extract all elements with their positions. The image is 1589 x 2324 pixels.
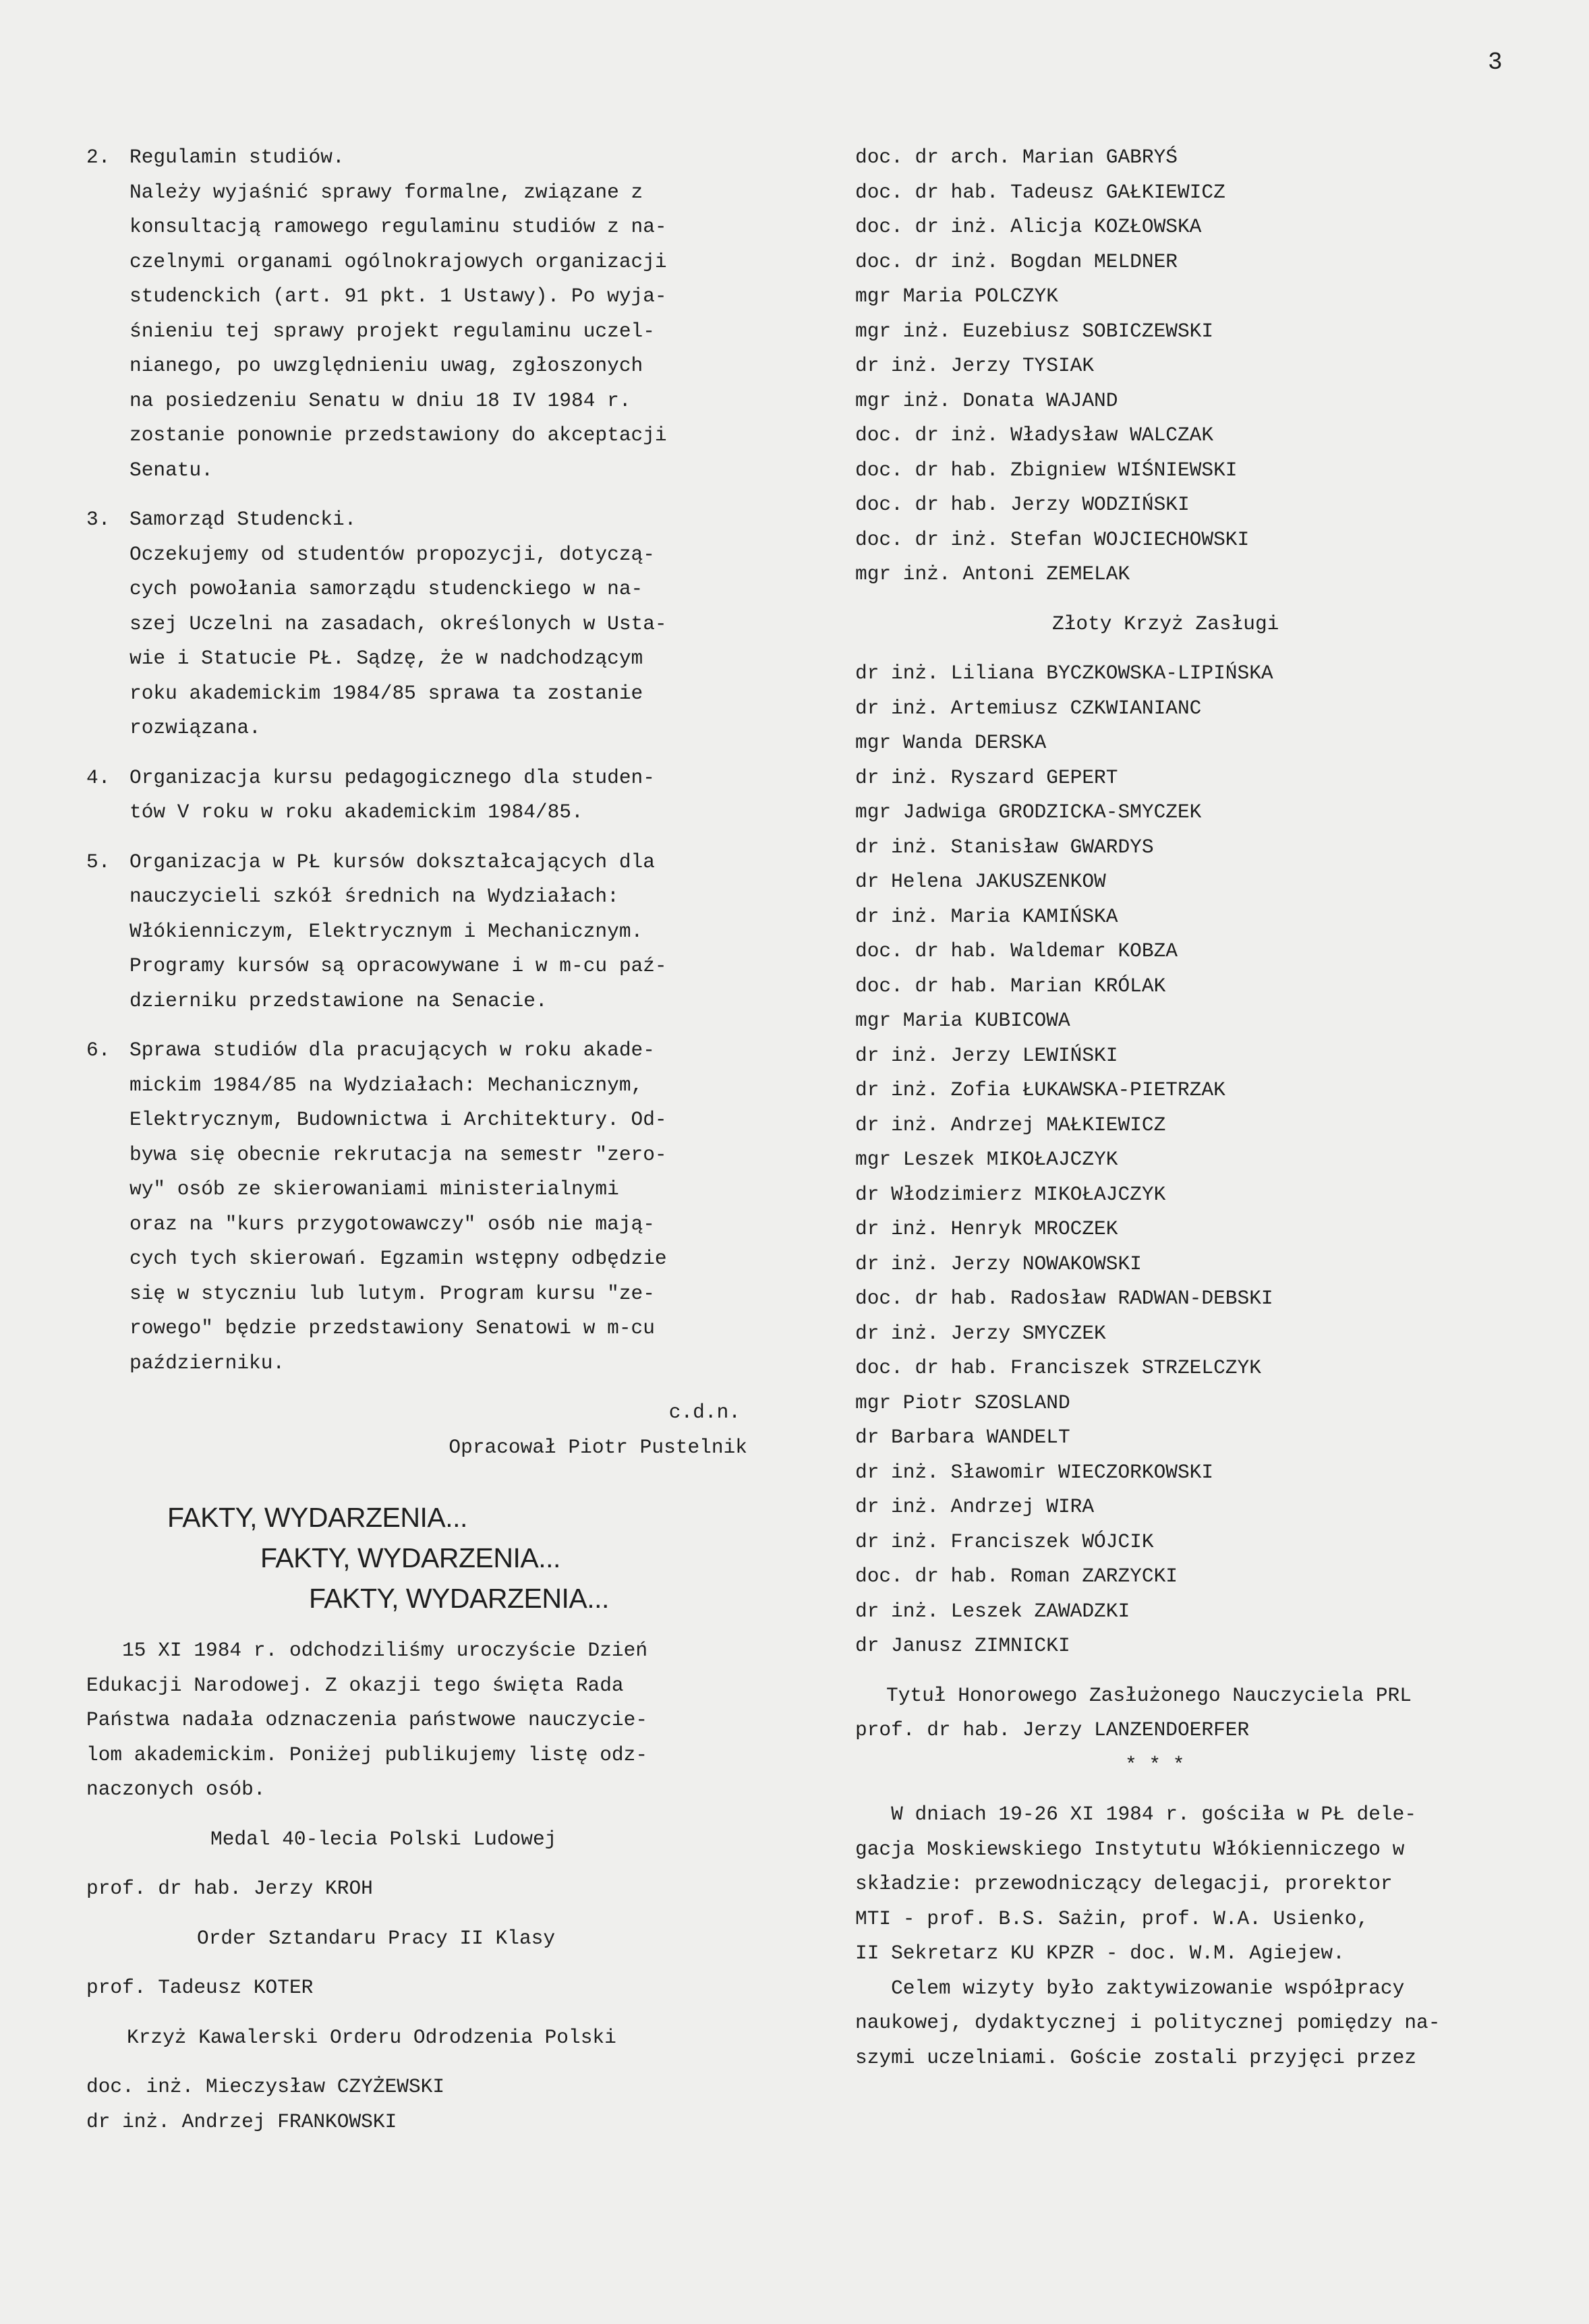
recipient-name: dr inż. Andrzej FRANKOWSKI: [86, 2110, 397, 2133]
recipient-name: doc. dr inż. Władysław WALCZAK: [855, 424, 1214, 446]
recipient-name: mgr inż. Antoni ZEMELAK: [855, 562, 1130, 585]
recipient-name: doc. dr inż. Bogdan MELDNER: [855, 250, 1178, 273]
list-item-number: 4.: [86, 765, 111, 789]
recipient-name: mgr Wanda DERSKA: [855, 731, 1047, 754]
right-column: [855, 140, 1536, 2075]
list-item-line: Elektrycznym, Budownictwa i Architektury. Od-: [129, 1108, 667, 1131]
recipient-name: dr inż. Zofia ŁUKAWSKA-PIETRZAK: [855, 1078, 1225, 1101]
award-tytul-heading: Tytuł Honorowego Zasłużonego Nauczyciela PRL: [886, 1683, 1412, 1707]
recipient-name: doc. dr inż. Stefan WOJCIECHOWSKI: [855, 527, 1250, 551]
list-item-line: mickim 1984/85 na Wydziałach: Mechanicznym,: [129, 1073, 643, 1097]
intro-line: lom akademickim. Poniżej publikujemy listę odz-: [86, 1743, 648, 1766]
list-item-line: Senatu.: [129, 458, 213, 482]
recipient-name: doc. dr arch. Marian GABRYŚ: [855, 146, 1178, 169]
list-item-line: szej Uczelni na zasadach, określonych w Usta-: [129, 612, 667, 635]
recipient-name: dr Janusz ZIMNICKI: [855, 1634, 1070, 1657]
recipient-name: dr inż. Stanisław GWARDYS: [855, 835, 1154, 859]
recipient-name: doc. dr hab. Radosław RADWAN-DEBSKI: [855, 1287, 1273, 1310]
list-item-line: nianego, po uwzględnieniu uwag, zgłoszonych: [129, 354, 643, 377]
recipient-name: doc. dr hab. Waldemar KOBZA: [855, 939, 1178, 962]
tytul-recipient: prof. dr hab. Jerzy LANZENDOERFER: [855, 1718, 1250, 1741]
recipient-name: dr inż. Artemiusz CZKWIANIANC: [855, 696, 1202, 720]
list-item-line: śnieniu tej sprawy projekt regulaminu uczel-: [129, 319, 655, 343]
list-item-line: Sprawa studiów dla pracujących w roku akade-: [129, 1039, 655, 1062]
recipient-name: dr inż. Henryk MROCZEK: [855, 1217, 1118, 1240]
author-line: Opracował Piotr Pustelnik: [449, 1435, 747, 1459]
krzyz-kawalerski-list: [86, 2070, 761, 2139]
list-item-line: Organizacja w PŁ kursów dokształcających dla: [129, 850, 655, 873]
recipient-name: dr inż. Liliana BYCZKOWSKA-LIPIŃSKA: [855, 662, 1273, 685]
list-item-line: rowego" będzie przedstawiony Senatowi w m-cu: [129, 1316, 655, 1339]
zloty-krzyz-list: [855, 656, 1536, 1664]
list-item-line: konsultacją ramowego regulaminu studiów z na-: [129, 215, 667, 238]
list-item-line: Programy kursów są opracowywane i w m-cu paź-: [129, 954, 667, 977]
recipient-name: mgr inż. Euzebiusz SOBICZEWSKI: [855, 319, 1214, 343]
delegation-line: W dniach 19-26 XI 1984 r. gościła w PŁ dele-: [855, 1803, 1417, 1826]
recipient-name: mgr inż. Donata WAJAND: [855, 388, 1118, 412]
list-item-line: wy" osób ze skierowaniami ministerialnymi: [129, 1178, 619, 1200]
list-item-line: tów V roku w roku akademickim 1984/85.: [129, 801, 583, 823]
recipient-name: dr inż. Jerzy SMYCZEK: [855, 1321, 1106, 1345]
list-item-number: 2.: [86, 146, 111, 169]
delegation-line: naukowej, dydaktycznej i politycznej pomiędzy na-: [855, 2011, 1441, 2034]
headline-line-3: FAKTY, WYDARZENIA...: [309, 1583, 609, 1614]
list-item-number: 5.: [86, 850, 111, 873]
list-item-line: bywa się obecnie rekrutacja na semestr "zero-: [129, 1142, 667, 1166]
recipient-name: dr inż. Jerzy NOWAKOWSKI: [855, 1252, 1142, 1275]
list-item-line: Regulamin studiów.: [129, 146, 345, 169]
list-item-line: dzierniku przedstawione na Senacie.: [129, 989, 548, 1012]
award-medal-heading: Medal 40-lecia Polski Ludowej: [210, 1827, 557, 1851]
recipient-name: dr inż. Franciszek WÓJCIK: [855, 1530, 1154, 1553]
intro-line: Edukacji Narodowej. Z okazji tego święta Rada: [86, 1673, 624, 1697]
delegation-paragraph: [855, 1797, 1536, 2075]
list-item-line: oraz na "kurs przygotowawczy" osób nie mają-: [129, 1212, 655, 1236]
medal-recipient: prof. dr hab. Jerzy KROH: [86, 1877, 373, 1900]
recipient-name: doc. dr hab. Jerzy WODZIŃSKI: [855, 493, 1190, 516]
recipient-name: dr inż. Maria KAMIŃSKA: [855, 904, 1118, 928]
delegation-line: MTI - prof. B.S. Sażin, prof. W.A. Usienko,: [855, 1907, 1369, 1930]
headline-line-1: FAKTY, WYDARZENIA...: [167, 1502, 467, 1533]
recipient-name: dr Barbara WANDELT: [855, 1426, 1070, 1449]
recipient-name: dr Włodzimierz MIKOŁAJCZYK: [855, 1182, 1166, 1206]
recipient-name: mgr Jadwiga GRODZICKA-SMYCZEK: [855, 801, 1202, 823]
recipient-list-continued: [855, 140, 1536, 592]
order-recipient: prof. Tadeusz KOTER: [86, 1976, 314, 1999]
delegation-line: szymi uczelniami. Goście zostali przyjęci przez: [855, 2045, 1417, 2069]
delegation-line: Celem wizyty było zaktywizowanie współpracy: [855, 1976, 1405, 2000]
list-item-line: się w styczniu lub lutym. Program kursu "ze-: [129, 1281, 655, 1305]
list-item-line: roku akademickim 1984/85 sprawa ta zostanie: [129, 681, 643, 705]
list-item: [86, 140, 761, 488]
list-item-line: Samorząd Studencki.: [129, 508, 357, 531]
recipient-name: dr inż. Andrzej WIRA: [855, 1495, 1095, 1518]
recipient-name: mgr Maria POLCZYK: [855, 285, 1058, 308]
recipient-name: doc. dr hab. Zbigniew WIŚNIEWSKI: [855, 458, 1238, 482]
list-item: [86, 1033, 761, 1381]
recipient-name: dr inż. Jerzy LEWIŃSKI: [855, 1043, 1118, 1067]
list-item-line: cych powołania samorządu studenckiego w na-: [129, 577, 643, 600]
recipient-name: dr Helena JAKUSZENKOW: [855, 870, 1106, 893]
award-krzyz-kawalerski-heading: Krzyż Kawalerski Orderu Odrodzenia Polski: [127, 2025, 616, 2049]
list-item-number: 3.: [86, 508, 111, 531]
recipient-name: mgr Maria KUBICOWA: [855, 1009, 1070, 1032]
recipient-name: dr inż. Leszek ZAWADZKI: [855, 1599, 1130, 1623]
delegation-line: II Sekretarz KU KPZR - doc. W.M. Agiejew.: [855, 1942, 1345, 1965]
page-number: 3: [1488, 49, 1503, 76]
list-item-line: Włókienniczym, Elektrycznym i Mechanicznym.: [129, 919, 643, 943]
list-item-line: rozwiązana.: [129, 716, 261, 739]
delegation-line: gacja Moskiewskiego Instytutu Włókienniczego w: [855, 1837, 1405, 1861]
delegation-line: składzie: przewodniczący delegacji, prorektor: [855, 1872, 1393, 1895]
list-item-line: czelnymi organami ogólnokrajowych organizacji: [129, 250, 667, 273]
list-item-line: Należy wyjaśnić sprawy formalne, związane z: [129, 180, 643, 204]
award-order-heading: Order Sztandaru Pracy II Klasy: [197, 1926, 556, 1950]
list-item-line: Oczekujemy od studentów propozycji, dotyczą-: [129, 542, 655, 566]
recipient-name: dr inż. Jerzy TYSIAK: [855, 354, 1095, 377]
recipient-name: mgr Piotr SZOSLAND: [855, 1391, 1070, 1414]
headline-line-2: FAKTY, WYDARZENIA...: [260, 1542, 560, 1573]
list-item-line: studenckich (art. 91 pkt. 1 Ustawy). Po wyja-: [129, 285, 667, 308]
list-item: [86, 502, 761, 746]
list-item-line: wie i Statucie PŁ. Sądzę, że w nadchodzącym: [129, 647, 643, 670]
recipient-name: doc. dr hab. Tadeusz GAŁKIEWICZ: [855, 180, 1225, 204]
list-item-number: 6.: [86, 1039, 111, 1062]
recipient-name: dr inż. Ryszard GEPERT: [855, 765, 1118, 789]
list-item-line: październiku.: [129, 1351, 285, 1374]
section-separator: * * *: [1125, 1753, 1185, 1776]
recipient-name: doc. dr hab. Roman ZARZYCKI: [855, 1565, 1178, 1588]
award-zloty-heading: Złoty Krzyż Zasługi: [1052, 612, 1279, 635]
recipient-name: doc. dr hab. Franciszek STRZELCZYK: [855, 1356, 1261, 1379]
list-item: [86, 761, 761, 830]
intro-line: naczonych osób.: [86, 1778, 266, 1801]
intro-line: 15 XI 1984 r. odchodziliśmy uroczyście Dzień: [86, 1639, 648, 1662]
recipient-name: doc. inż. Mieczysław CZYŻEWSKI: [86, 2075, 445, 2098]
left-column: [86, 140, 761, 2139]
list-item-line: cych tych skierowań. Egzamin wstępny odbędzie: [129, 1247, 667, 1270]
list-item-line: nauczycieli szkół średnich na Wydziałach:: [129, 885, 619, 908]
recipient-name: mgr Leszek MIKOŁAJCZYK: [855, 1148, 1118, 1171]
intro-paragraph: [86, 1633, 761, 1807]
numbered-list: [86, 140, 761, 1395]
recipient-name: dr inż. Sławomir WIECZORKOWSKI: [855, 1460, 1214, 1484]
recipient-name: dr inż. Andrzej MAŁKIEWICZ: [855, 1113, 1166, 1136]
list-item-line: zostanie ponownie przedstawiony do akceptacji: [129, 424, 667, 446]
continued-note: c.d.n.: [668, 1401, 741, 1424]
list-item-line: Organizacja kursu pedagogicznego dla studen-: [129, 765, 655, 789]
recipient-name: doc. dr inż. Alicja KOZŁOWSKA: [855, 215, 1202, 238]
intro-line: Państwa nadała odznaczenia państwowe nauczycie-: [86, 1708, 648, 1731]
recipient-name: doc. dr hab. Marian KRÓLAK: [855, 974, 1166, 997]
list-item: [86, 845, 761, 1019]
list-item-line: na posiedzeniu Senatu w dniu 18 IV 1984 r.: [129, 388, 631, 412]
